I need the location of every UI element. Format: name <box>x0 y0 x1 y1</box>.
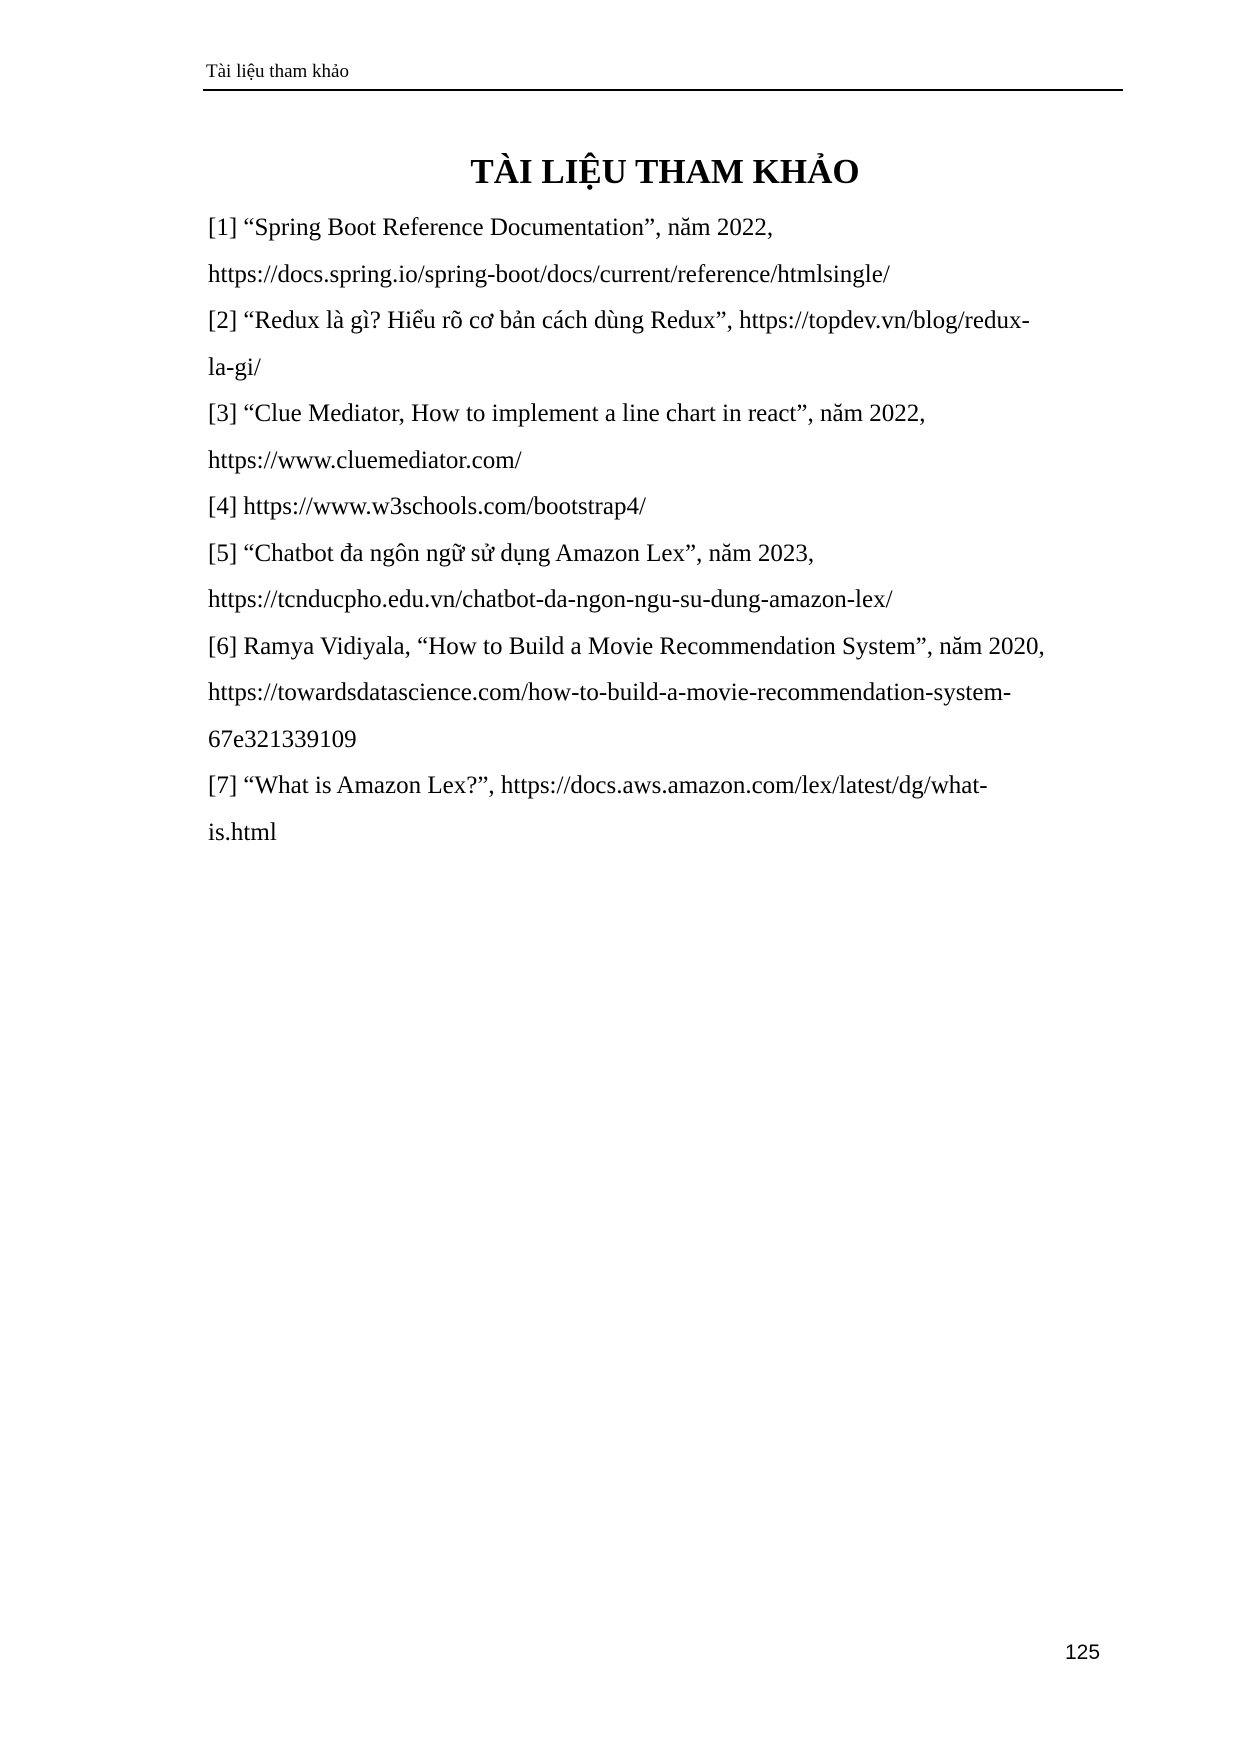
reference-line: [3] “Clue Mediator, How to implement a line chart in react”, năm 2022, <box>208 400 926 427</box>
reference-item-4 <box>208 484 1128 531</box>
reference-item-6 <box>208 624 1128 764</box>
reference-url: https://tcnducpho.edu.vn/chatbot-da-ngon-ngu-su-dung-amazon-lex/ <box>208 586 893 613</box>
reference-item-5 <box>208 531 1128 624</box>
reference-line: [2] “Redux là gì? Hiểu rõ cơ bản cách dùng Redux”, https://topdev.vn/blog/redux- <box>208 307 1030 334</box>
reference-url: https://towardsdatascience.com/how-to-build-a-movie-recommendation-system- <box>208 679 1012 706</box>
running-header-title: Tài liệu tham khảo <box>206 61 349 82</box>
running-header <box>203 57 1123 91</box>
reference-line: [5] “Chatbot đa ngôn ngữ sử dụng Amazon Lex”, năm 2023, <box>208 539 815 567</box>
reference-url-continuation: 67e321339109 <box>208 725 357 753</box>
reference-url: https://docs.spring.io/spring-boot/docs/current/reference/htmlsingle/ <box>208 260 890 288</box>
reference-url: https://www.cluemediator.com/ <box>208 446 522 474</box>
reference-item-3 <box>208 391 1128 484</box>
reference-line: [1] “Spring Boot Reference Documentation”, năm 2022, <box>208 214 774 241</box>
page-number: 125 <box>1065 1641 1101 1664</box>
reference-url-continuation: is.html <box>208 818 277 846</box>
reference-item-2 <box>208 298 1128 391</box>
reference-line: [6] Ramya Vidiyala, “How to Build a Movie Recommendation System”, năm 2020, <box>208 632 1045 660</box>
reference-line: [4] https://www.w3schools.com/bootstrap4/ <box>208 493 646 520</box>
reference-item-1 <box>208 205 1128 298</box>
page-title: TÀI LIỆU THAM KHẢO <box>470 152 860 191</box>
reference-list <box>208 205 1128 856</box>
reference-item-7 <box>208 763 1128 856</box>
reference-url-continuation: la-gi/ <box>208 353 261 381</box>
reference-line: [7] “What is Amazon Lex?”, https://docs.aws.amazon.com/lex/latest/dg/what- <box>208 772 988 799</box>
